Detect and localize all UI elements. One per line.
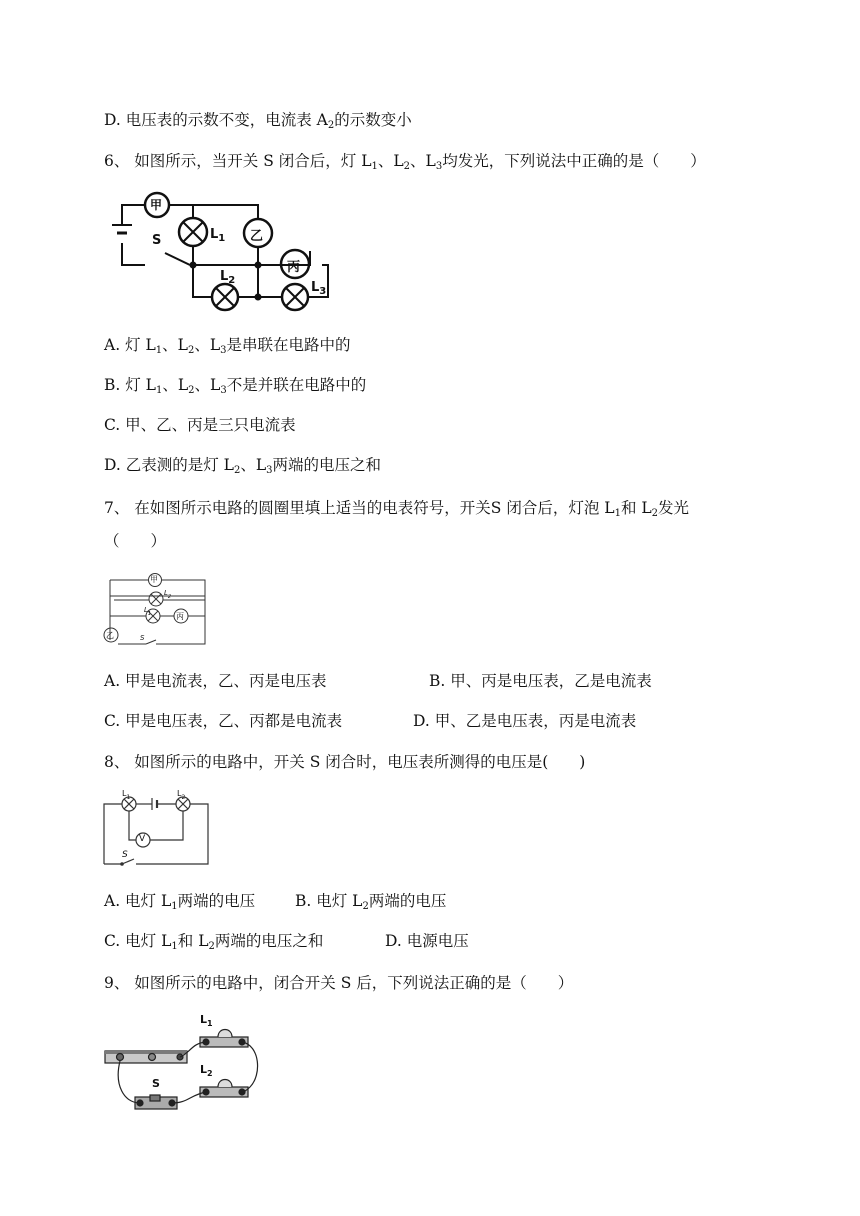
- q8-option-d: D. 电源电压: [385, 932, 469, 950]
- q6-lamp-l2-label: $L_2$: [220, 269, 236, 286]
- q9-lamp-l1-label: $L_1$: [200, 1013, 213, 1028]
- q7-stem: 7、 在如图所示电路的圆圈里填上适当的电表符号，开关S 闭合后，灯泡 $L_1$和 $L_2$发光: [104, 499, 690, 519]
- q6-meter-jia-label: 甲: [150, 198, 163, 212]
- q7-option-b: B. 甲、丙是电压表，乙是电流表: [429, 672, 652, 690]
- q8-stem: 8、 如图所示的电路中，开关 S 闭合时，电压表所测得的电压是( ): [104, 753, 586, 771]
- q7-lamp-l1-label: $L_1$: [144, 606, 152, 617]
- q9-circuit-photo: [100, 1015, 270, 1115]
- q7-circuit-diagram: [100, 570, 215, 652]
- q6-option-b: B. 灯 $L_1$、$L_2$、$L_3$不是并联在电路中的: [104, 376, 367, 396]
- q8-circuit-diagram: [100, 790, 215, 870]
- q9-lamp-l2-label: $L_2$: [200, 1063, 213, 1078]
- q8-lamp-l2-label: $L_2$: [177, 789, 186, 801]
- q6-circuit-diagram: [100, 185, 340, 320]
- q6-lamp-l3-label: $L_3$: [311, 280, 327, 297]
- q6-option-d: D. 乙表测的是灯 $L_2$、$L_3$两端的电压之和: [104, 456, 382, 476]
- q8-lamp-l1-label: $L_1$: [122, 789, 131, 801]
- q7-option-d: D. 甲、乙是电压表，丙是电流表: [413, 712, 637, 730]
- q8-voltmeter-label: V: [139, 834, 146, 844]
- q6-switch-label: S: [152, 233, 162, 248]
- q7-meter-yi-label: 乙: [106, 631, 114, 640]
- q9-stem: 9、 如图所示的电路中，闭合开关 S 后，下列说法正确的是（ ）: [104, 974, 574, 992]
- q6-meter-yi-label: 乙: [250, 229, 264, 244]
- q7-option-a: A. 甲是电流表，乙、丙是电压表: [104, 672, 327, 690]
- q8-switch-label: S: [122, 850, 128, 860]
- q7-option-c: C. 甲是电压表，乙、丙都是电流表: [104, 712, 343, 730]
- q8-option-a: A. 电灯 $L_1$两端的电压: [104, 892, 256, 912]
- q7-switch-label: S: [140, 634, 145, 642]
- q5-option-d: D. 电压表的示数不变，电流表 $A_2$的示数变小: [104, 111, 412, 131]
- q6-option-c: C. 甲、乙、丙是三只电流表: [104, 416, 296, 434]
- q7-meter-jia-label: 甲: [150, 575, 158, 584]
- q7-meter-bing-label: 丙: [176, 612, 184, 621]
- q6-meter-bing-label: 丙: [287, 260, 301, 275]
- q7-lamp-l2-label: $L_2$: [164, 589, 172, 600]
- q8-option-c: C. 电灯 $L_1$和 $L_2$两端的电压之和: [104, 932, 324, 952]
- q9-switch-label: S: [152, 1077, 160, 1090]
- q8-option-b: B. 电灯 $L_2$两端的电压: [295, 892, 447, 912]
- q6-option-a: A. 灯 $L_1$、$L_2$、$L_3$是串联在电路中的: [104, 336, 351, 356]
- q6-lamp-l1-label: $L_1$: [210, 227, 226, 244]
- q6-stem: 6、 如图所示，当开关 S 闭合后，灯 $L_1$、$L_2$、$L_3$均发光，下列说法中正确的是（ ）: [104, 152, 706, 172]
- q7-stem-paren: （ ）: [104, 532, 167, 550]
